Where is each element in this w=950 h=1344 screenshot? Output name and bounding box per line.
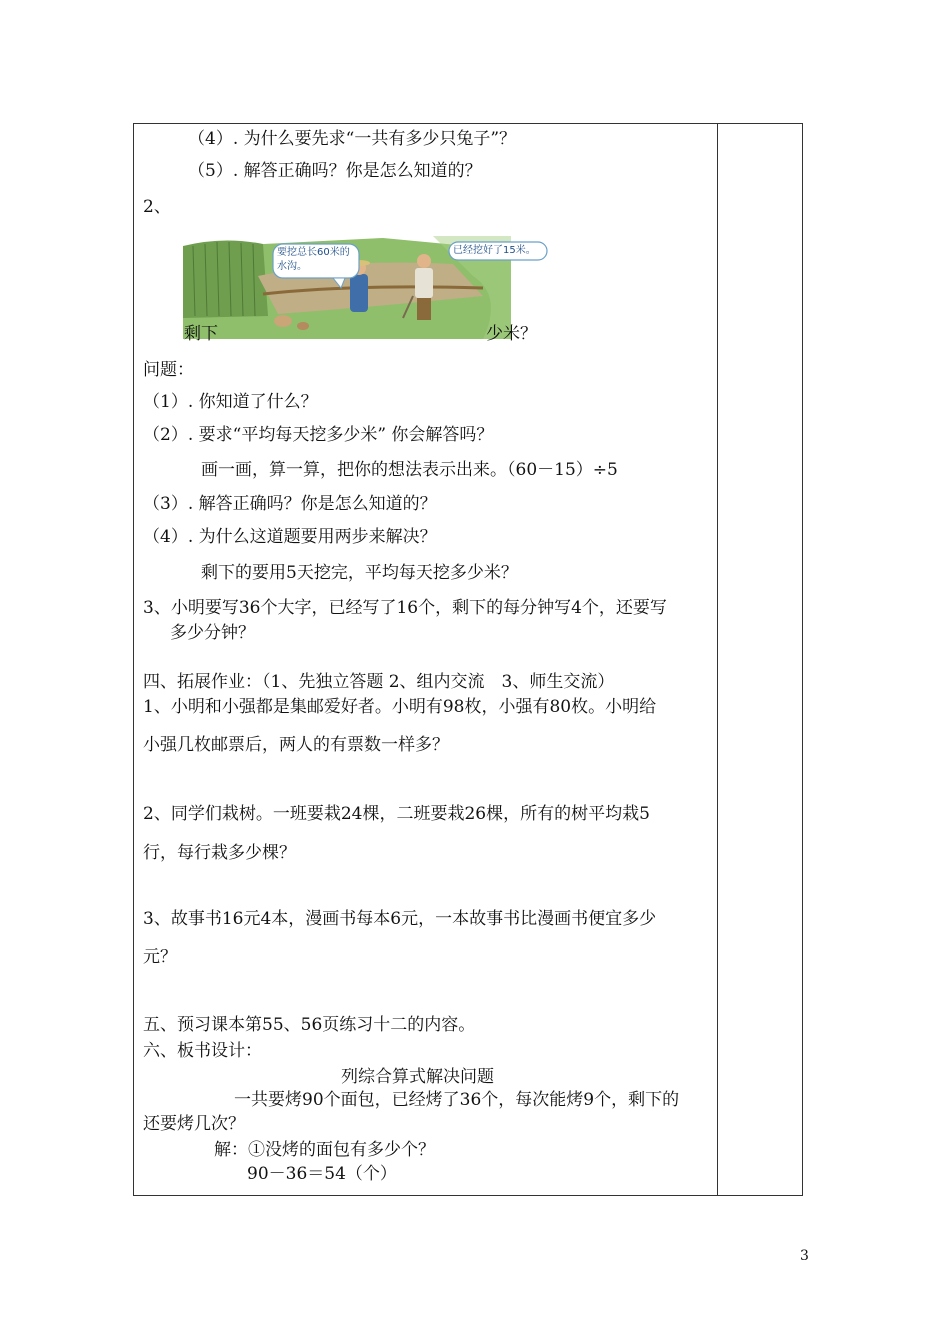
preview-assignment: 五、预习课本第55、56页练习十二的内容。 (143, 1015, 476, 1035)
question-3: （3）. 解答正确吗？你是怎么知道的？ (143, 494, 437, 514)
problem-3-line-1: 3、小明要写36个大字，已经写了16个，剩下的每分钟写4个，还要写 (143, 598, 667, 618)
speech-bubble-left: 要挖总长60米的水沟。 (277, 247, 350, 272)
homework-3-line-2: 元？ (143, 947, 177, 967)
problem-3-line-2: 多少分钟？ (170, 623, 255, 643)
problem-2-number: 2、 (143, 197, 171, 217)
question-2: （2）. 要求“平均每天挖多少米” 你会解答吗？ (143, 425, 494, 445)
board-design-heading: 六、板书设计： (143, 1041, 262, 1061)
questions-heading: 问题： (143, 360, 194, 380)
page-number: 3 (800, 1248, 809, 1264)
homework-1-line-2: 小强几枚邮票后，两人的有票数一样多？ (143, 735, 449, 755)
board-solution-step: 解：①没烤的面包有多少个？ (214, 1140, 435, 1160)
question-5: （5）. 解答正确吗？你是怎么知道的？ (188, 161, 482, 181)
question-4b: （4）. 为什么这道题要用两步来解决？ (143, 527, 437, 547)
board-title: 列综合算式解决问题 (341, 1067, 494, 1087)
homework-heading: 四、拓展作业：（1、先独立答题 2、组内交流 3、师生交流） (143, 672, 615, 692)
column-divider (717, 123, 718, 1196)
question-4: （4）. 为什么要先求“一共有多少只兔子”？ (188, 129, 517, 149)
board-problem-line-2: 还要烤几次？ (143, 1114, 245, 1134)
illustration-caption-end: 少米？ (486, 324, 537, 344)
board-calculation: 90－36＝54（个） (247, 1164, 397, 1184)
speech-bubble-right: 已经挖好了15米。 (453, 245, 536, 256)
homework-2-line-2: 行，每行栽多少棵？ (143, 843, 296, 863)
remaining-question: 剩下的要用5天挖完，平均每天挖多少米？ (201, 563, 518, 583)
homework-1-line-1: 1、小明和小强都是集邮爱好者。小明有98枚，小强有80枚。小明给 (143, 697, 657, 717)
draw-instruction: 画一画，算一算，把你的想法表示出来。（60－15）÷5 (201, 460, 618, 480)
question-1: （1）. 你知道了什么？ (143, 392, 318, 412)
homework-3-line-1: 3、故事书16元4本，漫画书每本6元，一本故事书比漫画书便宜多少 (143, 909, 657, 929)
board-problem-line-1: 一共要烤90个面包，已经烤了36个，每次能烤9个，剩下的 (234, 1090, 680, 1110)
homework-2-line-1: 2、同学们栽树。一班要栽24棵，二班要栽26棵，所有的树平均栽5 (143, 804, 650, 824)
illustration-caption-start: 剩下 (184, 324, 218, 344)
